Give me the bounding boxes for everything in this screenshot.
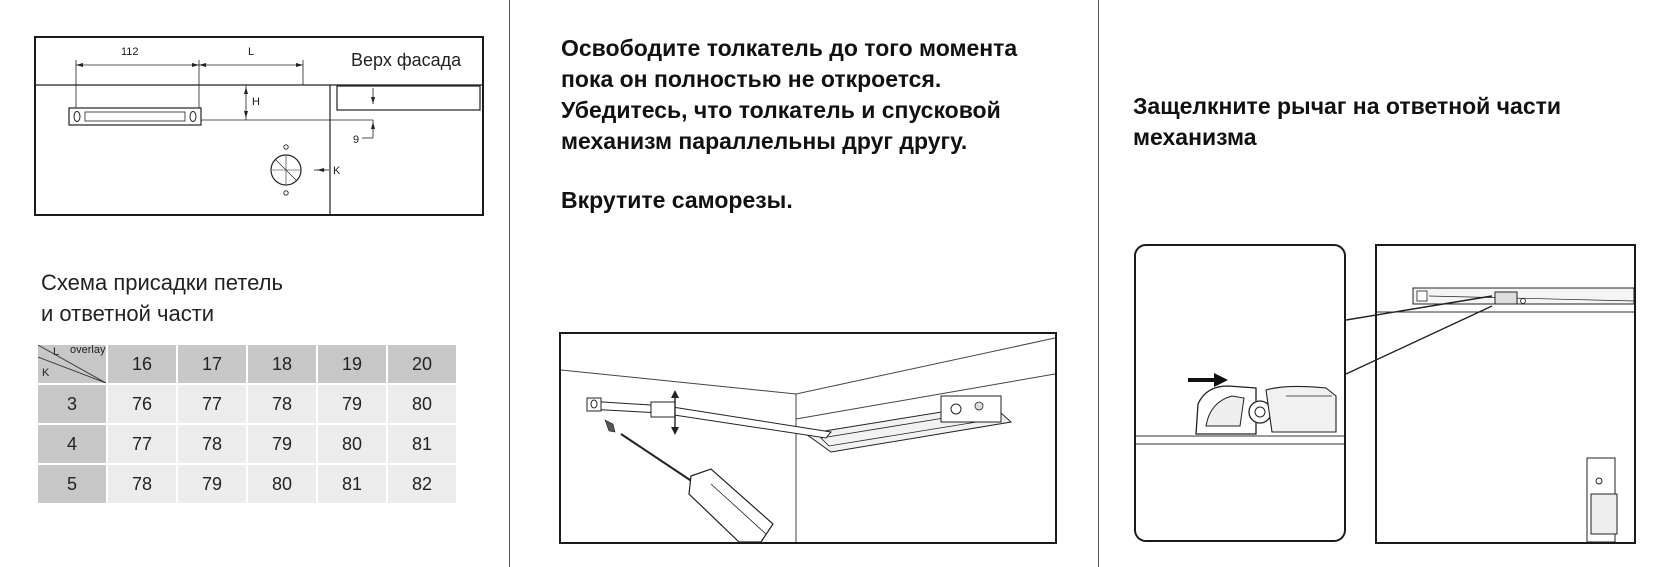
latch-closeup-drawing [1136, 246, 1344, 540]
step2-line-3: Убедитесь, что толкатель и спусковой [561, 97, 1001, 123]
table-cell: 80 [248, 465, 316, 503]
dimension-l-label: L [248, 46, 255, 58]
step2-instructions [561, 33, 1017, 216]
corner-l-label: L [53, 346, 60, 358]
table-cell: 80 [388, 385, 456, 423]
zoom-connector-lines [1330, 290, 1500, 380]
table-cell: 81 [318, 465, 386, 503]
table-caption [41, 267, 283, 329]
dimension-112-label: 112 [121, 46, 139, 58]
table-cell: 79 [178, 465, 246, 503]
step2-line-5: Вкрутите саморезы. [561, 187, 793, 213]
table-cell: 79 [248, 425, 316, 463]
k-row-header: 3 [38, 385, 106, 423]
table-cell: 79 [318, 385, 386, 423]
corner-overlay-label: overlay [70, 344, 106, 356]
step3-overview-frame [1375, 244, 1636, 544]
step3-zoom-frame [1134, 244, 1346, 542]
table-cell: 77 [108, 425, 176, 463]
top-facade-label: Верх фасада [351, 50, 462, 70]
step2-line-4: механизм параллельны друг другу. [561, 128, 968, 154]
hinge-drilling-table [36, 343, 458, 505]
cabinet-pusher-drawing [561, 334, 1055, 542]
step2-line-2: пока он полностью не откроется. [561, 66, 942, 92]
table-cell: 77 [178, 385, 246, 423]
table-row [38, 385, 456, 423]
overlay-header-cell: 18 [248, 345, 316, 383]
table-cell: 76 [108, 385, 176, 423]
dimension-9-label: 9 [353, 134, 360, 146]
overlay-header-cell: 16 [108, 345, 176, 383]
table-cell: 81 [388, 425, 456, 463]
dimension-h-label: H [252, 96, 260, 108]
column-divider-2 [1098, 0, 1099, 567]
column-divider-1 [509, 0, 510, 567]
drilling-diagram [34, 36, 484, 216]
table-cell: 78 [108, 465, 176, 503]
table-cell: 78 [178, 425, 246, 463]
step3-instructions [1133, 91, 1561, 153]
table-caption-line-2: и ответной части [41, 301, 215, 326]
table-corner-cell [38, 345, 106, 383]
step2-line-1: Освободите толкатель до того момента [561, 35, 1018, 61]
k-row-header: 5 [38, 465, 106, 503]
dimension-k-label: K [333, 165, 341, 177]
overlay-header-cell: 19 [318, 345, 386, 383]
table-cell: 78 [248, 385, 316, 423]
step3-line-1: Защелкните рычаг на ответной части [1133, 93, 1562, 119]
table-row [38, 465, 456, 503]
corner-k-label: K [42, 367, 50, 379]
table-cell: 82 [388, 465, 456, 503]
overlay-header-cell: 20 [388, 345, 456, 383]
table-cell: 80 [318, 425, 386, 463]
step3-line-2: механизма [1133, 124, 1257, 150]
table-header-row [38, 345, 456, 383]
table-caption-line-1: Схема присадки петель [41, 270, 283, 295]
k-row-header: 4 [38, 425, 106, 463]
step2-illustration [559, 332, 1057, 544]
overlay-header-cell: 17 [178, 345, 246, 383]
table-row [38, 425, 456, 463]
